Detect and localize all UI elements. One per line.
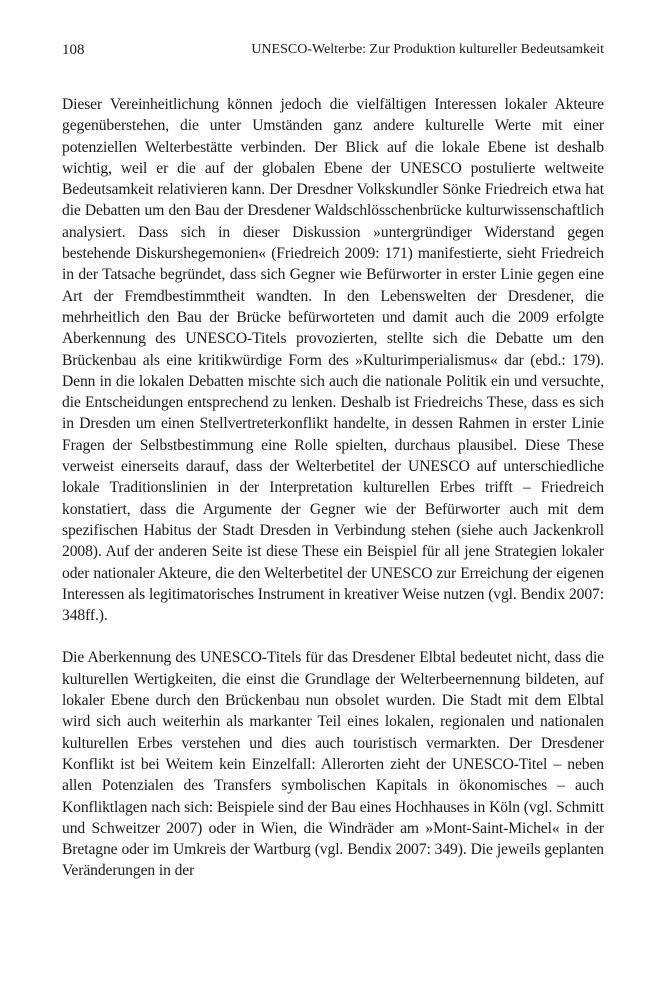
- running-head: [62, 40, 604, 62]
- paragraph-1: Dieser Vereinheitlichung können jedoch die vielfältigen Interessen lokaler Akteure gegenüberstehen, die unter Umständen ganz andere kulturelle Werte mit einer potenziellen Welterbestätte verbinden. Der Blick auf die lokale Ebene ist deshalb wichtig, weil er die auf der globalen Ebene der UNESCO postulierte weltweite Bedeutsamkeit relativieren kann. Der Dresdner Volkskundler Sönke Friedreich etwa hat die Debatten um den Bau der Dresdener Waldschlösschenbrücke kulturwissenschaftlich analysiert. Dass sich in dieser Diskussion »untergründiger Widerstand gegen bestehende Diskurshegemonien« (Friedreich 2009: 171) manifestierte, sieht Friedreich in der Tatsache begründet, dass sich Gegner wie Befürworter in erster Linie gegen eine Art der Fremdbestimmtheit wandten. In den Lebenswelten der Dresdener, die mehrheitlich den Bau der Brücke befürworteten und damit auch die 2009 erfolgte Aberkennung des UNESCO-Titels provozierten, stellte sich die Debatte um den Brückenbau als eine kritikwürdige Form des »Kulturimperialismus« dar (ebd.: 179). Denn in die lokalen Debatten mischte sich auch die nationale Politik ein und versuchte, die Entscheidungen entsprechend zu lenken. Deshalb ist Friedreichs These, dass es sich in Dresden um einen Stellvertreterkonflikt handelte, in dessen Rahmen in erster Linie Fragen der Selbstbestimmung eine Rolle spielten, durchaus plausibel. Diese These verweist einerseits darauf, dass der Welterbetitel der UNESCO auf unterschiedliche lokale Traditionslinien in der Interpretation kulturellen Erbes trifft – Friedreich konstatiert, dass die Argumente der Gegner wie der Befürworter auch mit dem spezifischen Habitus der Stadt Dresden in Verbindung stehen (siehe auch Jackenkroll 2008). Auf der anderen Seite ist diese These ein Beispiel für all jene Strategien lokaler oder nationaler Akteure, die den Welterbetitel der UNESCO zur Erreichung der eigenen Interessen als legitimatorisches Instrument in kreativer Weise nutzen (vgl. Bendix 2007: 348ff.).: [62, 96, 604, 625]
- body-text: [62, 94, 604, 882]
- paragraph-2: Die Aberkennung des UNESCO-Titels für das Dresdener Elbtal bedeutet nicht, dass die kulturellen Wertigkeiten, die einst die Grundlage der Welterbeernennung bildeten, auf lokaler Ebene durch den Brückenbau nun obsolet wurden. Die Stadt mit dem Elbtal wird sich auch weiterhin als markanter Teil eines lokalen, regionalen und nationalen kulturellen Erbes verstehen und dies auch touristisch vermarkten. Der Dresdener Konflikt ist bei Weitem kein Einzelfall: Allerorten zieht der UNESCO-Titel – neben allen Potenzialen des Transfers symbolischen Kapitals in ökonomisches – auch Konfliktlagen nach sich: Beispiele sind der Bau eines Hochhauses in Köln (vgl. Schmitt und Schweitzer 2007) oder in Wien, die Windräder am »Mont-Saint-Michel« in der Bretagne oder im Umkreis der Wartburg (vgl. Bendix 2007: 349). Die jeweils geplanten Veränderungen in der: [62, 649, 604, 880]
- running-title: UNESCO-Welterbe: Zur Produktion kultureller Bedeutsamkeit: [251, 42, 604, 57]
- page-number: 108: [62, 42, 85, 58]
